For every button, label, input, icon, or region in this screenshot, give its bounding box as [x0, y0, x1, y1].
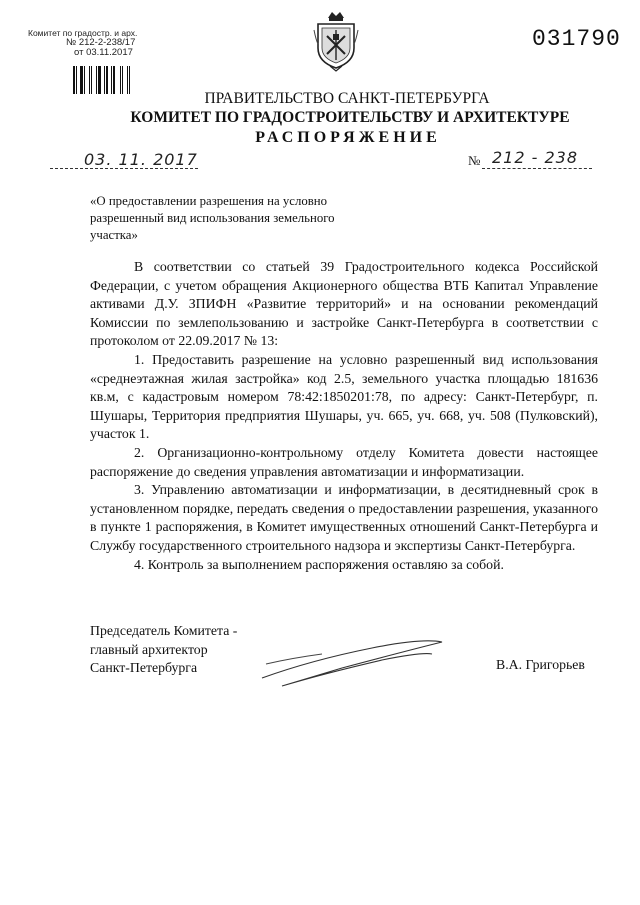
item-2-paragraph: 2. Организационно-контрольному отделу Комитета довести настоящее распоряжение до сведения управления автоматизации и информатизации.	[90, 444, 598, 479]
signatory-name: В.А. Григорьев	[496, 657, 585, 672]
item-3-paragraph: 3. Управлению автоматизации и информатизации, в десятидневный срок в установленном порядке, передать сведения о предоставлении разрешения, указанного в пункте 1 распоряжения, в Комитет имущественных отношений Санкт-Петербурга и Службу государственного строительного надзора и экспертизы Санкт-Петербурга.	[90, 482, 598, 553]
handwritten-number: 212 - 238	[492, 148, 579, 167]
handwritten-signature	[252, 630, 452, 694]
signatory-title	[90, 622, 237, 678]
item-1-paragraph: 1. Предоставить разрешение на условно разрешенный вид использования «среднеэтажная жилая застройка» код 2.5, земельного участка площадью 181636 кв.м, с кадастровым номером 78:42:1850201:78, по адресу: Санкт-Петербург, п. Шушары, Территория предприятия Шушары, уч. 665, уч. 668, уч. 508 (Пулковский), участок 1.	[90, 351, 598, 442]
item-4-paragraph: 4. Контроль за выполнением распоряжения оставляю за собой.	[134, 556, 504, 572]
registration-stamp	[28, 28, 158, 58]
document-subject: «О предоставлении разрешения на условно разрешенный вид использования земельного участка»	[90, 194, 335, 242]
committee-heading: КОМИТЕТ ПО ГРАДОСТРОИТЕЛЬСТВУ И АРХИТЕКТУРЕ	[130, 109, 570, 126]
stamp-line-committee: Комитет по градостр. и арх.	[28, 28, 138, 38]
document-type-heading: РАСПОРЯЖЕНИЕ	[255, 129, 441, 146]
handwritten-date: 03. 11. 2017	[84, 150, 198, 169]
document-number: 031790	[532, 26, 621, 52]
number-label: №	[468, 153, 481, 168]
signatory-title-line: главный архитектор	[90, 641, 208, 657]
number-underline	[482, 168, 592, 169]
document-body	[90, 258, 598, 574]
signatory-title-line: Председатель Комитета -	[90, 623, 238, 638]
coat-of-arms-icon	[312, 10, 360, 72]
signatory-title-line: Санкт-Петербурга	[90, 660, 198, 676]
stamp-line-number: № 212-2-238/17	[66, 37, 136, 48]
date-underline	[50, 168, 198, 169]
preamble-paragraph: В соответствии со статьей 39 Градостроительного кодекса Российской Федерации, с учетом обращения Акционерного общества ВТБ Капитал Управление активами Д.У. ЗПИФН «Развитие территорий» и на основании рекомендаций Комиссии по землепользованию и застройке Санкт-Петербурга в соответствии с протоколом от 22.09.2017 № 13:	[90, 259, 598, 349]
stamp-line-date: от 03.11.2017	[74, 47, 133, 58]
government-heading: ПРАВИТЕЛЬСТВО САНКТ-ПЕТЕРБУРГА	[204, 90, 490, 107]
